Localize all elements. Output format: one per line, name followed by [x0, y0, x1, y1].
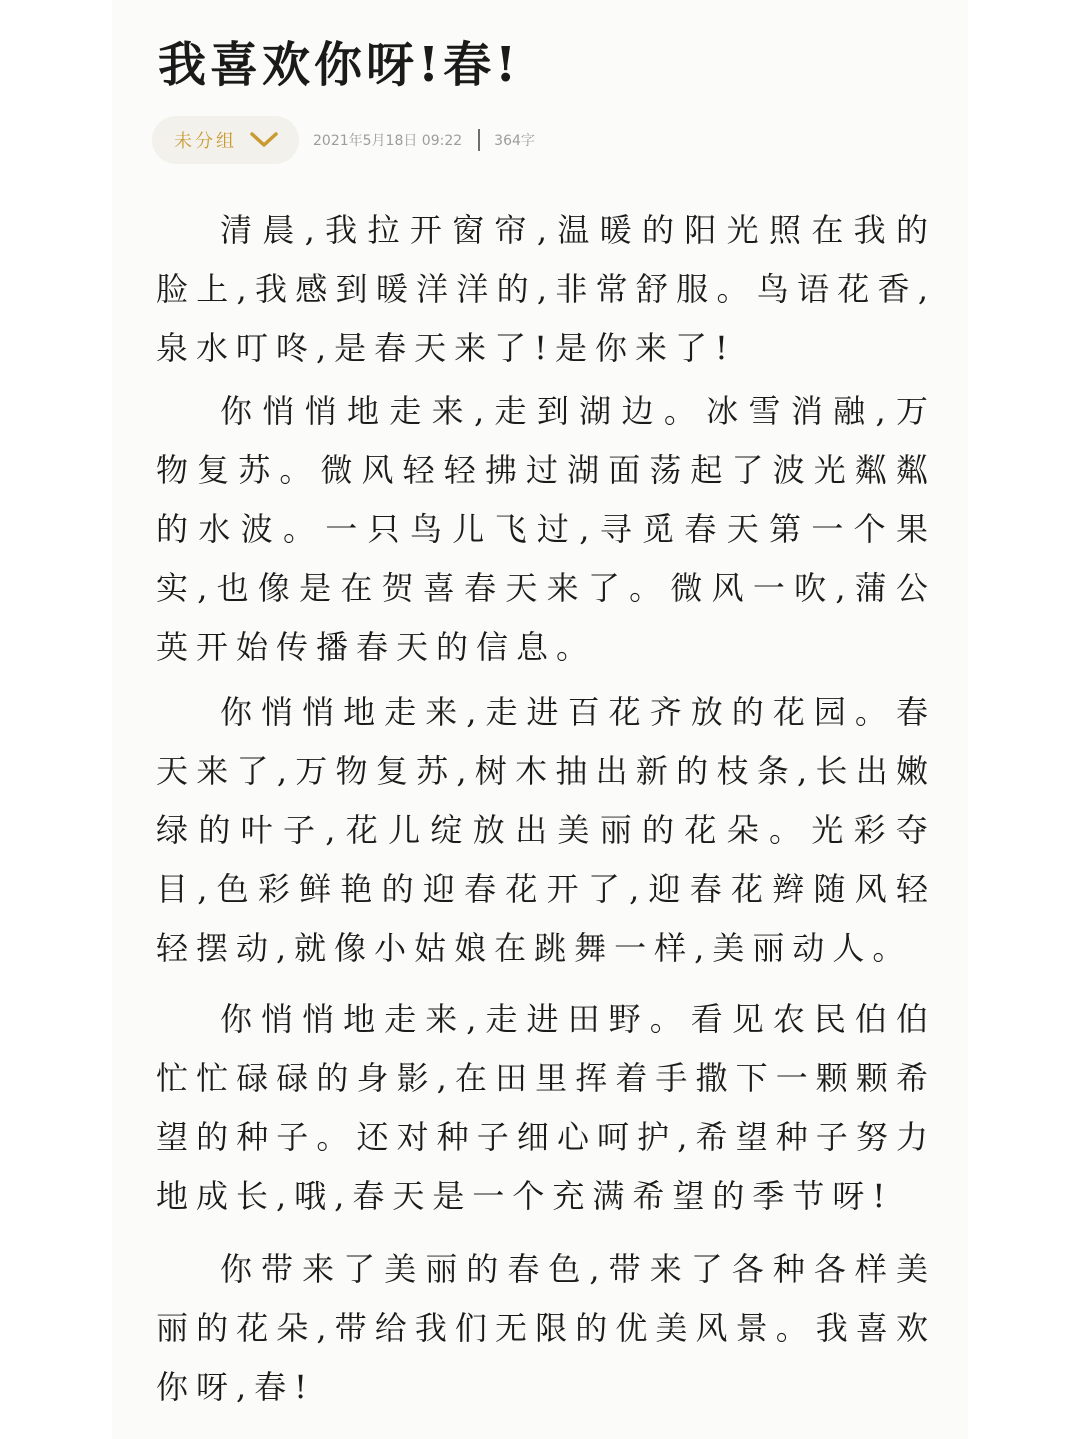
note-body[interactable]	[156, 201, 936, 1417]
word-count: 364字	[494, 133, 535, 149]
note-paragraph: 你悄悄地走来,走到湖边。冰雪消融,万物复苏。微风轻轻拂过湖面荡起了波光粼粼的水波。一只鸟儿飞过,寻觅春天第一个果实,也像是在贺喜春天来了。微风一吹,蒲公英开始传播春天的信息。	[156, 392, 936, 666]
meta-divider	[478, 129, 480, 151]
note-paragraph: 你带来了美丽的春色,带来了各种各样美丽的花朵,带给我们无限的优美风景。我喜欢你呀,春!	[156, 1250, 936, 1406]
note-paragraph: 清晨,我拉开窗帘,温暖的阳光照在我的脸上,我感到暖洋洋的,非常舒服。鸟语花香,泉水叮咚,是春天来了!是你来了!	[156, 211, 936, 367]
note-paragraph: 你悄悄地走来,走进田野。看见农民伯伯忙忙碌碌的身影,在田里挥着手撒下一颗颗希望的种子。还对种子细心呵护,希望种子努力地成长,哦,春天是一个充满希望的季节呀!	[156, 1000, 936, 1215]
note-paragraph: 你悄悄地走来,走进百花齐放的花园。春天来了,万物复苏,树木抽出新的枝条,长出嫩绿的叶子,花儿绽放出美丽的花朵。光彩夺目,色彩鲜艳的迎春花开了,迎春花辫随风轻轻摆动,就像小姑娘在跳舞一样,美丽动人。	[156, 693, 936, 967]
note-date: 2021年5月18日 09:22	[313, 133, 463, 149]
chevron-down-icon	[249, 130, 279, 150]
group-selector-button[interactable]	[152, 116, 299, 164]
group-label: 未分组	[174, 131, 237, 152]
note-title[interactable]: 我喜欢你呀!春!	[158, 37, 521, 93]
note-meta-row	[152, 116, 535, 164]
